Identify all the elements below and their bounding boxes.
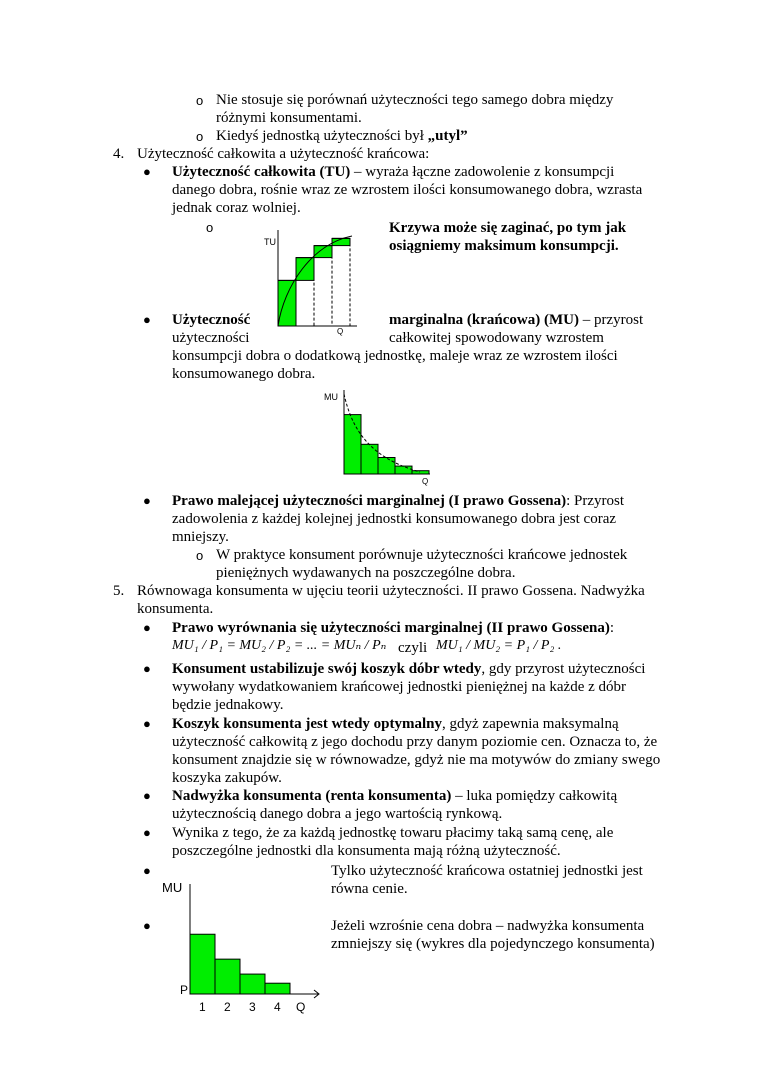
tu-increment-bar — [278, 280, 296, 326]
mu2-tick-label: 1 — [199, 1000, 206, 1014]
text-line: Wynika z tego, że za każdą jednostkę towaru płacimy taką samą cenę, ale — [172, 825, 614, 841]
section-title: konsumenta. — [137, 601, 214, 617]
mu2-y-label: MU — [162, 880, 183, 895]
text-line: konsumowanego dobra. — [172, 366, 316, 382]
formula-gossen2: MU₁ / P₁ = MU₂ / P₂ = ... = MUₙ / Pₙ — [172, 638, 387, 653]
text-span: , gdy przyrost użyteczności — [481, 661, 646, 677]
text-span: : — [609, 620, 615, 636]
text-line: jednak coraz wolniej. — [172, 200, 301, 216]
text-line — [216, 127, 468, 145]
mu2-bar — [240, 974, 265, 994]
bold-term: marginalna (krańcowa) (MU) — [389, 312, 579, 328]
mu-chart — [322, 380, 434, 488]
text-line: zmniejszy się (wykres dla pojedynczego konsumenta) — [331, 936, 655, 952]
price-label: P — [180, 983, 189, 997]
sub-marker: o — [196, 93, 204, 108]
tu-x-label: Q — [337, 327, 344, 336]
text-line: użyteczność całkowitą z jego dochodu przy danym poziomie cen. Oznacza to, że — [172, 734, 658, 750]
text-line — [172, 619, 614, 637]
mu2-x-label: Q — [296, 1000, 306, 1014]
bullet: ● — [143, 788, 151, 803]
bullet: ● — [143, 164, 151, 179]
sub-marker: o — [196, 129, 204, 144]
bullet: ● — [143, 918, 151, 933]
bullet: ● — [143, 493, 151, 508]
text-line: całkowitej spowodowany wzrostem — [389, 330, 604, 346]
sub-marker: o — [196, 548, 204, 563]
section-number: 5. — [113, 583, 125, 599]
text-line: pieniężnych wydawanych na poszczególne dobra. — [216, 565, 516, 581]
text-line: zadowolenia z każdej kolejnej jednostki konsumowanego dobra jest coraz — [172, 511, 617, 527]
mu2-tick-label: 3 — [249, 1000, 256, 1014]
text-span: : Przyrost — [566, 493, 625, 509]
mu2-bar — [265, 983, 290, 994]
text-line — [172, 492, 624, 510]
text-line — [172, 715, 619, 733]
text-line: Jeżeli wzrośnie cena dobra – nadwyżka konsumenta — [331, 918, 645, 934]
mu2-tick-label: 2 — [224, 1000, 231, 1014]
mu-price-chart — [160, 876, 325, 1016]
text-line — [172, 660, 645, 678]
mu2-tick-label: 4 — [274, 1000, 281, 1014]
text-span: , gdyż zapewnia maksymalną — [442, 716, 619, 732]
text-line: użytecznością danego dobra a jego wartością rynkową. — [172, 806, 503, 822]
section-title: Użyteczność całkowita a użyteczność krańcowa: — [137, 146, 430, 162]
text-span: – luka pomiędzy całkowitą — [451, 788, 618, 804]
mu-bar — [344, 415, 361, 474]
bold-term: Nadwyżka konsumenta (renta konsumenta) — [172, 788, 452, 804]
text-line: Nie stosuje się porównań użyteczności tego samego dobra między — [216, 92, 614, 108]
text-line: poszczególne jednostki dla konsumenta mają różną użyteczność. — [172, 843, 561, 859]
bullet: ● — [143, 716, 151, 731]
bold-term: Konsument ustabilizuje swój koszyk dóbr wtedy — [172, 661, 482, 677]
mu2-bar — [215, 959, 240, 994]
text-line: Tylko użyteczność krańcowa ostatniej jednostki jest — [331, 863, 643, 879]
text-line: konsument znajdzie się w równowadze, gdyż nie ma motywów do zmiany swego — [172, 752, 661, 768]
text-span: – przyrost — [578, 312, 644, 328]
text-line: różnymi konsumentami. — [216, 110, 362, 126]
text-line: czyli — [398, 640, 428, 656]
text-line: będzie jednakowy. — [172, 697, 284, 713]
text-span: Kiedyś jednostką użyteczności był — [216, 128, 428, 144]
bold-term: Użyteczność całkowita (TU) — [172, 164, 351, 180]
bold-term: Użyteczność — [172, 312, 251, 328]
bullet: ● — [143, 661, 151, 676]
text-line: W praktyce konsument porównuje użyteczności krańcowe jednostek — [216, 547, 628, 563]
mu-y-label: MU — [324, 392, 338, 402]
text-line: użyteczności — [172, 330, 250, 346]
mu-bar — [395, 466, 412, 474]
text-line — [172, 787, 617, 805]
text-line: mniejszy. — [172, 529, 229, 545]
bold-term: Koszyk konsumenta jest wtedy optymalny — [172, 716, 443, 732]
section-number: 4. — [113, 146, 125, 162]
text-line: konsumpcji dobra o dodatkową jednostkę, maleje wraz ze wzrostem ilości — [172, 348, 618, 364]
mu-bar — [361, 444, 378, 474]
text-line: danego dobra, rośnie wraz ze wzrostem ilości konsumowanego dobra, wzrasta — [172, 182, 643, 198]
mu-bar — [378, 458, 395, 475]
bold-term: Prawo wyrównania się użyteczności marginalnej (II prawo Gossena) — [172, 620, 610, 636]
bullet: ● — [143, 620, 151, 635]
tu-increment-bar — [314, 246, 332, 258]
tu-increment-bar — [296, 258, 314, 281]
text-line — [172, 163, 614, 181]
bullet: ● — [143, 312, 151, 327]
bold-term: Prawo malejącej użyteczności marginalnej (I prawo Gossena) — [172, 493, 567, 509]
mu-x-label: Q — [422, 477, 429, 486]
text-line: równa cenie. — [331, 881, 408, 897]
bullet: ● — [143, 825, 151, 840]
tu-y-label: TU — [264, 237, 276, 247]
sub-marker: o — [206, 220, 214, 235]
text-span: – wyraża łączne zadowolenie z konsumpcji — [350, 164, 615, 180]
text-line: koszyka zakupów. — [172, 770, 282, 786]
bold-term: „utyl” — [427, 128, 468, 144]
mu2-bar — [190, 934, 215, 994]
curve-note: osiągniemy maksimum konsumpcji. — [389, 238, 619, 254]
text-line: wywołany wydatkowaniem krańcowej jednostki pieniężnej na każde z dóbr — [172, 679, 627, 695]
formula-ratio: MU₁ / MU₂ = P₁ / P₂ . — [436, 638, 562, 653]
text-line — [389, 311, 643, 329]
tu-chart — [262, 226, 362, 336]
curve-note: Krzywa może się zaginać, po tym jak — [389, 220, 627, 236]
section-title: Równowaga konsumenta w ujęciu teorii użyteczności. II prawo Gossena. Nadwyżka — [137, 583, 645, 599]
bullet: ● — [143, 863, 151, 878]
